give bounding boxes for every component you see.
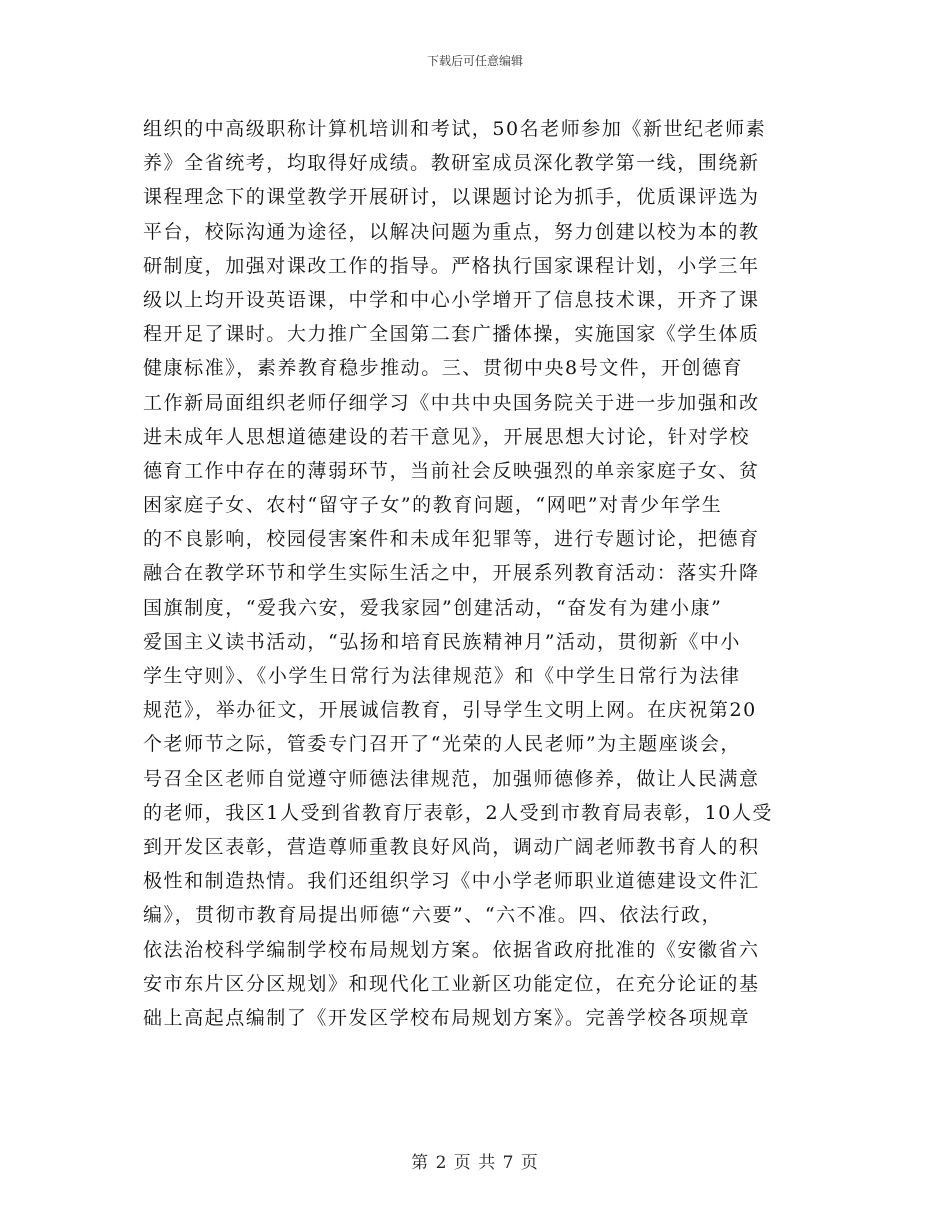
page-header-note: 下载后可任意编辑: [426, 54, 523, 68]
body-line: 学生守则》、《小学生日常行为法律规范》和《中学生日常行为法律: [143, 665, 741, 687]
body-line: 健康标准》，素养教育稳步推动。三、贯彻中央8号文件，开创德育: [143, 357, 744, 380]
body-line: 到开发区表彰，营造尊师重教良好风尚，调动广阔老师教书育人的积: [143, 835, 760, 858]
body-line: 组织的中高级职称计算机培训和考试，50名老师参加《新世纪老师素: [143, 118, 767, 140]
body-line: 号召全区老师自觉遵守师德法律规范，加强师德修养，做让人民满意: [143, 767, 760, 790]
body-line: 养》全省统考，均取得好成绩。教研室成员深化教学第一线，围绕新: [143, 152, 760, 175]
body-line: 课程理念下的课堂教学开展研讨，以课题讨论为抓手，优质课评选为: [143, 186, 760, 209]
body-line: 爱国主义读书活动，“弘扬和培育民族精神月”活动，贯彻新《中小: [143, 630, 741, 653]
body-line: 础上高起点编制了《开发区学校布局规划方案》。完善学校各项规章: [143, 1006, 751, 1029]
body-line: 极性和制造热情。我们还组织学习《中小学老师职业道德建设文件汇: [143, 870, 760, 893]
body-line: 国旗制度，“爱我六安，爱我家园”创建活动，“奋发有为建小康”: [143, 596, 723, 619]
body-line: 个老师节之际，管委专门召开了“光荣的人民老师”为主题座谈会，: [143, 733, 741, 756]
body-line: 平台，校际沟通为途径，以解决问题为重点，努力创建以校为本的教: [143, 220, 760, 243]
body-line: 规范》，举办征文，开展诚信教育，引导学生文明上网。在庆祝第20: [143, 699, 757, 722]
body-line: 的不良影响，校园侵害案件和未成年犯罪等，进行专题讨论，把德育: [143, 528, 760, 551]
body-line: 的老师，我区1人受到省教育厅表彰，2人受到市教育局表彰，10人受: [143, 801, 773, 824]
body-line: 级以上均开设英语课，中学和中心小学增开了信息技术课，开齐了课: [143, 288, 760, 311]
document-body: [143, 112, 815, 1035]
body-line: 安市东片区分区规划》和现代化工业新区功能定位，在充分论证的基: [143, 972, 760, 995]
body-line: 融合在教学环节和学生实际生活之中，开展系列教育活动：落实升降: [143, 562, 760, 585]
page-number-footer: 第 2 页 共 7 页: [411, 1153, 539, 1173]
body-line: 德育工作中存在的薄弱环节，当前社会反映强烈的单亲家庭子女、贫: [143, 459, 760, 482]
body-line: 困家庭子女、农村“留守子女”的教育问题，“网吧”对青少年学生: [143, 494, 723, 517]
body-line: 编》，贯彻市教育局提出师德“六要”、“六不准。四、依法行政，: [143, 904, 723, 927]
body-line: 研制度，加强对课改工作的指导。严格执行国家课程计划，小学三年: [143, 254, 760, 277]
body-line: 进未成年人思想道德建设的若干意见》，开展思想大讨论，针对学校: [143, 425, 751, 448]
body-line: 工作新局面组织老师仔细学习《中共中央国务院关于进一步加强和改: [143, 391, 760, 414]
body-line: 依法治校科学编制学校布局规划方案。依据省政府批准的《安徽省六: [143, 938, 760, 961]
body-line: 程开足了课时。大力推广全国第二套广播体操，实施国家《学生体质: [143, 323, 760, 346]
